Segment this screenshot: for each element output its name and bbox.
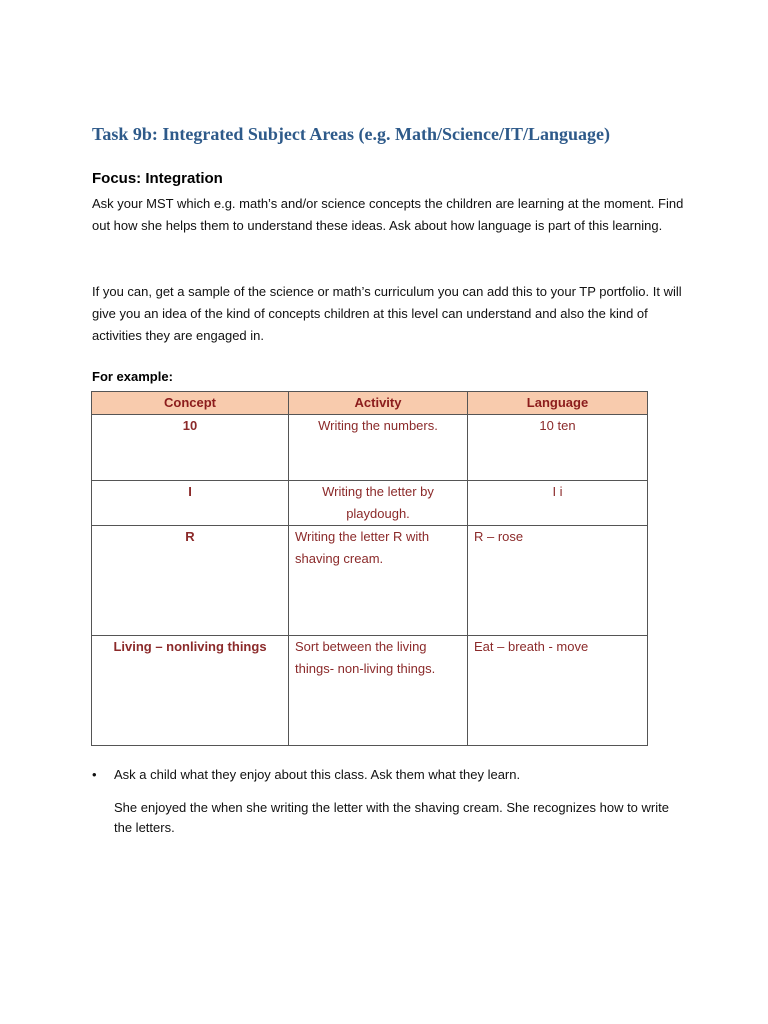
- table-row: [92, 415, 648, 481]
- cell-language: Eat – breath - move: [468, 636, 648, 746]
- cell-activity: Writing the numbers.: [289, 415, 468, 481]
- table-header-row: [92, 392, 648, 415]
- table-row: [92, 526, 648, 636]
- cell-concept: R: [92, 526, 289, 636]
- cell-concept: I: [92, 481, 289, 526]
- bullet-icon: •: [92, 767, 97, 782]
- header-activity: Activity: [289, 392, 468, 415]
- bullet-text: Ask a child what they enjoy about this class. Ask them what they learn.: [114, 767, 521, 782]
- table-row: [92, 636, 648, 746]
- cell-activity: Writing the letter R with shaving cream.: [289, 526, 468, 636]
- document-title: Task 9b: Integrated Subject Areas (e.g. Math/Science/IT/Language): [92, 124, 611, 144]
- header-language: Language: [468, 392, 648, 415]
- cell-activity: Sort between the living things- non-living things.: [289, 636, 468, 746]
- example-table: [91, 391, 648, 746]
- cell-activity: Writing the letter by playdough.: [289, 481, 468, 526]
- table-row: [92, 481, 648, 526]
- cell-concept: Living – nonliving things: [92, 636, 289, 746]
- paragraph-1: Ask your MST which e.g. math’s and/or science concepts the children are learning at the moment. Find out how she helps them to understand these ideas. Ask about how language is part of this learning.: [92, 196, 684, 233]
- cell-language: R – rose: [468, 526, 648, 636]
- example-label: For example:: [92, 369, 173, 384]
- answer-paragraph: She enjoyed the when she writing the letter with the shaving cream. She recognizes how to write the letters.: [114, 800, 669, 835]
- cell-language: 10 ten: [468, 415, 648, 481]
- paragraph-2: If you can, get a sample of the science or math’s curriculum you can add this to your TP portfolio. It will give you an idea of the kind of concepts children at this level can understand and also the kind of activities they are engaged in.: [92, 284, 682, 343]
- cell-language: I i: [468, 481, 648, 526]
- cell-concept: 10: [92, 415, 289, 481]
- header-concept: Concept: [92, 392, 289, 415]
- focus-heading: Focus: Integration: [92, 170, 223, 187]
